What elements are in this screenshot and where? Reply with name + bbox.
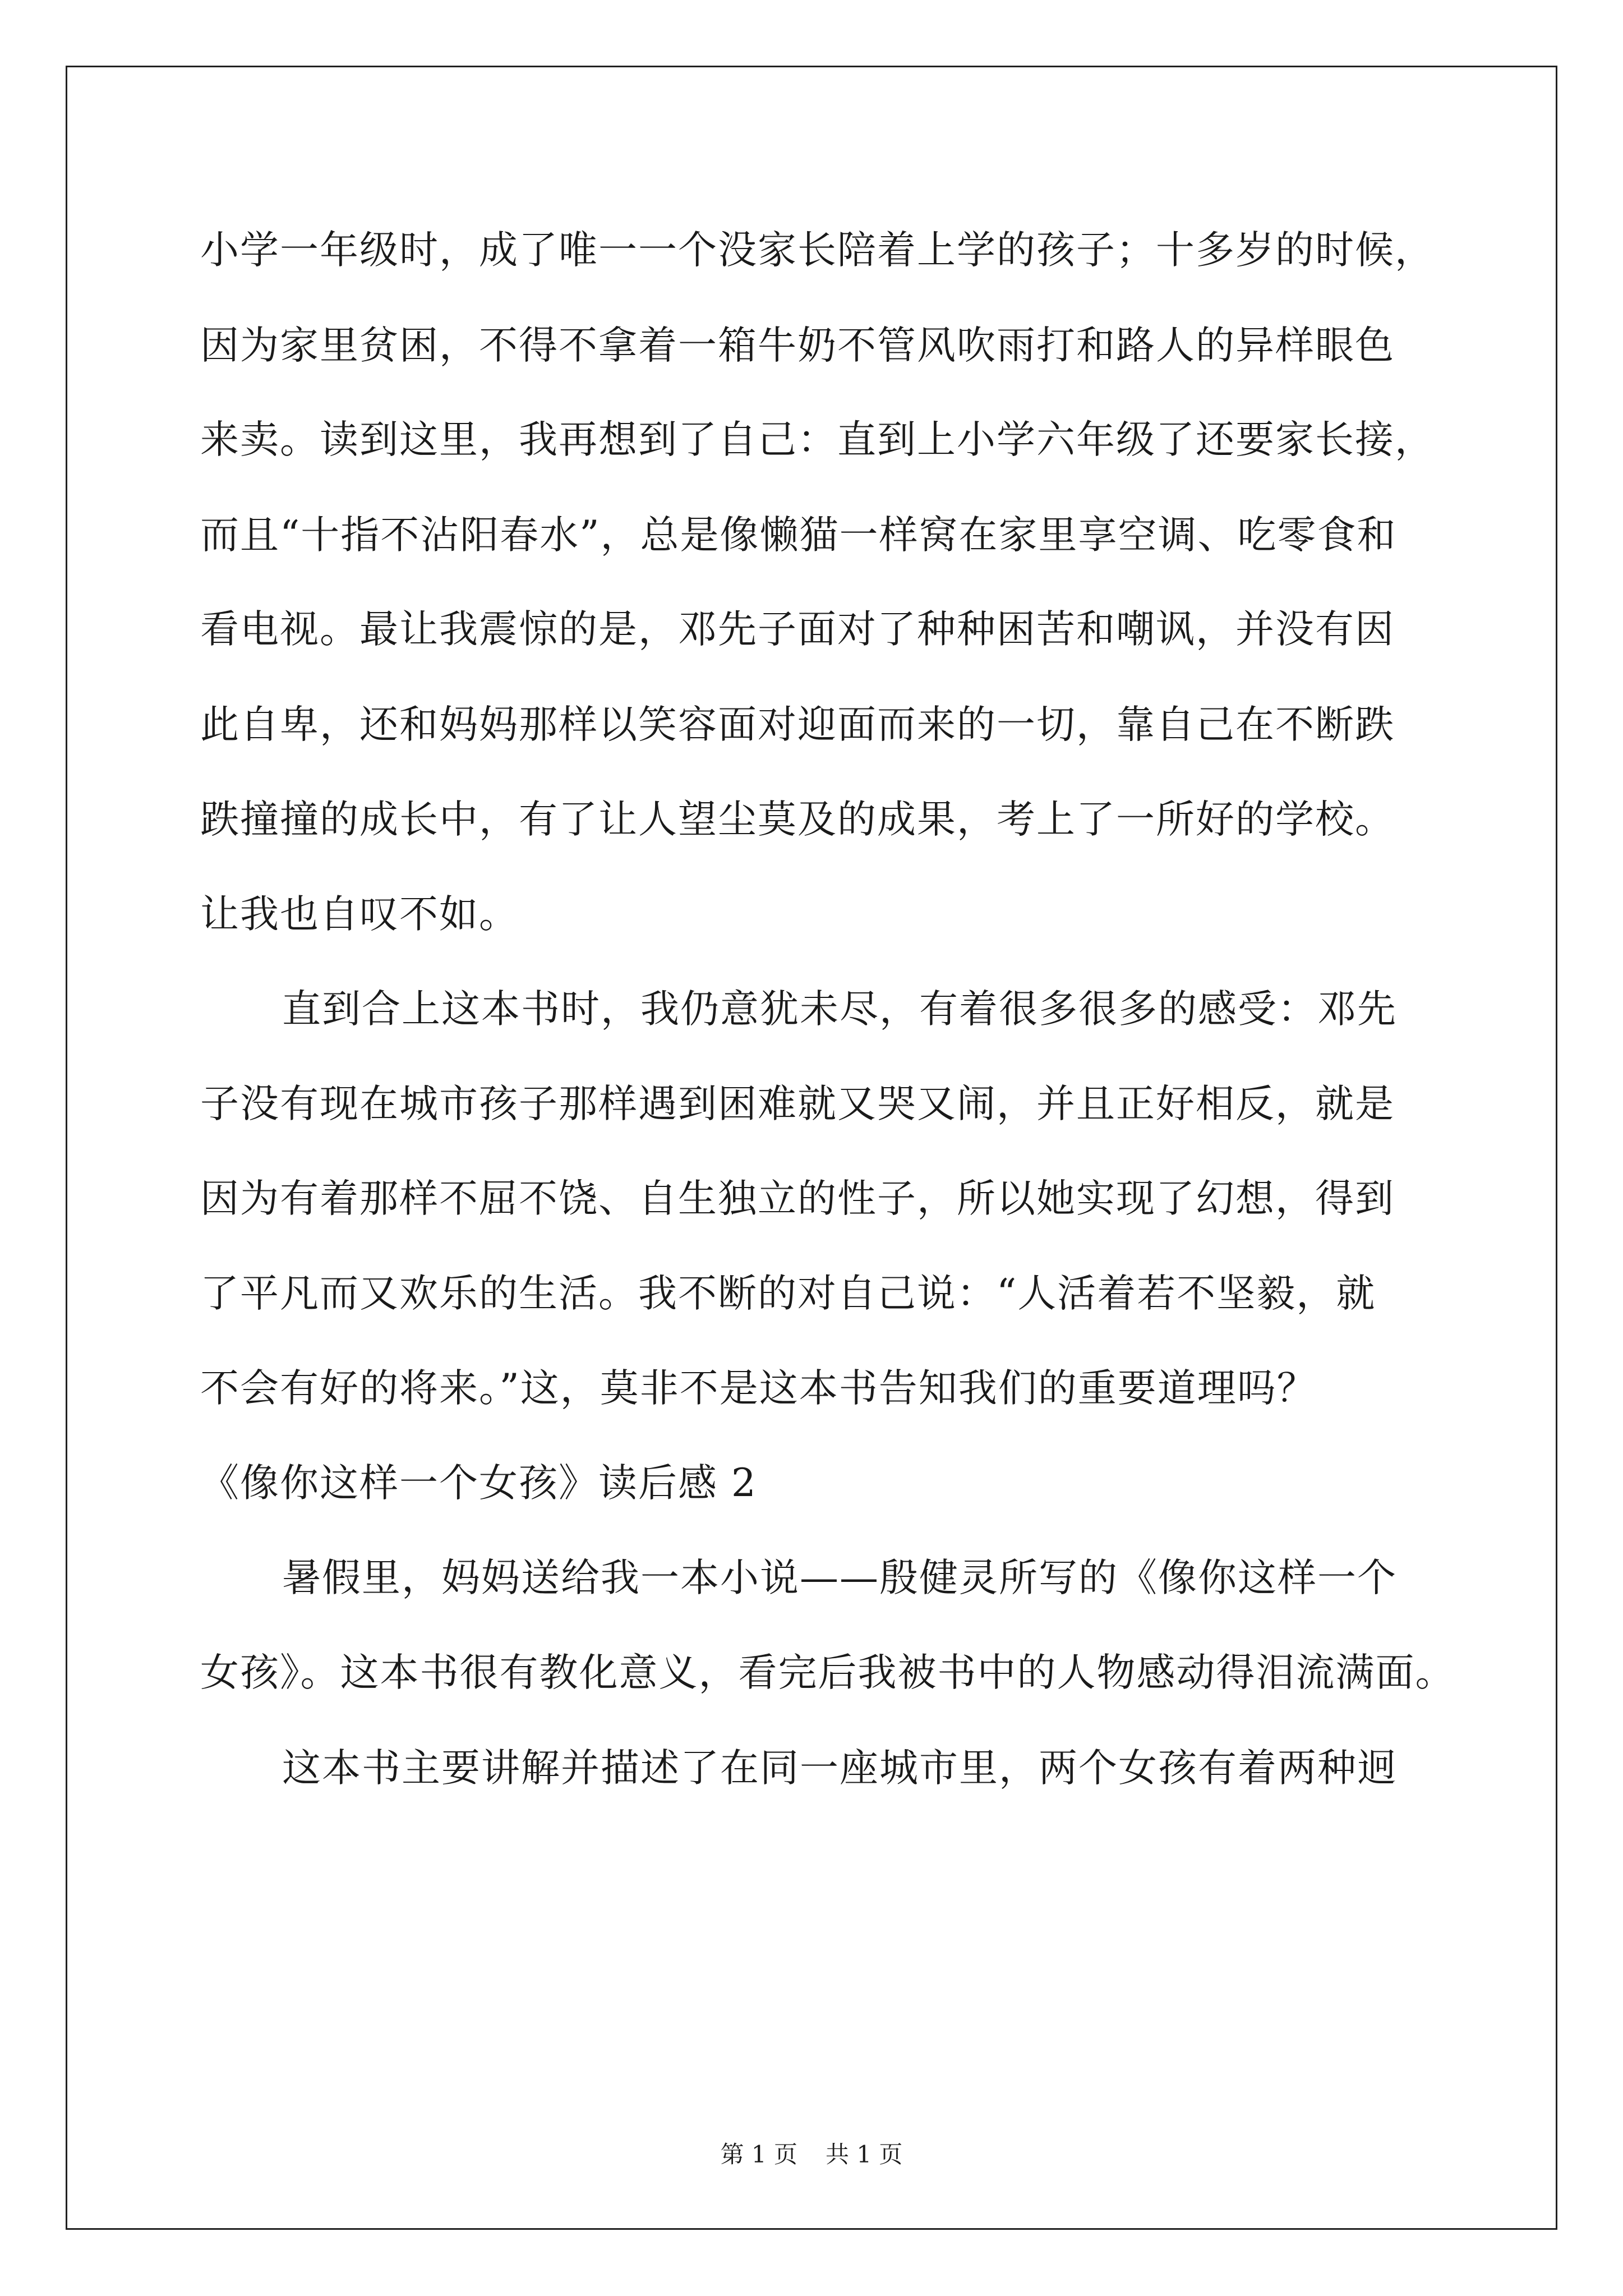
body-line: 女孩》。这本书很有教化意义，看完后我被书中的人物感动得泪流满面。 bbox=[200, 1650, 1455, 1695]
body-line: 让我也自叹不如。 bbox=[200, 892, 519, 937]
body-line: 因为家里贫困，不得不拿着一箱牛奶不管风吹雨打和路人的异样眼色 bbox=[200, 323, 1395, 368]
body-line: 了平凡而又欢乐的生活。我不断的对自己说：“人活着若不坚毅，就 bbox=[200, 1271, 1376, 1316]
body-line: 不会有好的将来。”这，莫非不是这本书告知我们的重要道理吗？ bbox=[200, 1366, 1317, 1411]
body-line: 跌撞撞的成长中，有了让人望尘莫及的成果，考上了一所好的学校。 bbox=[200, 797, 1395, 842]
page-total: 共 1 页 bbox=[826, 2141, 903, 2168]
body-line-indented: 暑假里，妈妈送给我一本小说——殷健灵所写的《像你这样一个 bbox=[282, 1556, 1397, 1600]
body-line: 而且“十指不沾阳春水”，总是像懒猫一样窝在家里享空调、吃零食和 bbox=[200, 513, 1397, 558]
body-line-indented: 直到合上这本书时，我仍意犹未尽，有着很多很多的感受：邓先 bbox=[282, 987, 1397, 1032]
body-line: 子没有现在城市孩子那样遇到困难就又哭又闹，并且正好相反，就是 bbox=[200, 1082, 1395, 1126]
body-line: 看电视。最让我震惊的是，邓先子面对了种种困苦和嘲讽，并没有因 bbox=[200, 607, 1395, 652]
body-line: 因为有着那样不屈不饶、自生独立的性子，所以她实现了幻想，得到 bbox=[200, 1176, 1395, 1221]
body-line: 小学一年级时，成了唯一一个没家长陪着上学的孩子；十多岁的时候， bbox=[200, 228, 1435, 273]
body-line: 此自卑，还和妈妈那样以笑容面对迎面而来的一切，靠自己在不断跌 bbox=[200, 702, 1395, 747]
body-line-indented: 这本书主要讲解并描述了在同一座城市里，两个女孩有着两种迥 bbox=[282, 1746, 1397, 1791]
page-footer bbox=[0, 2136, 1623, 2170]
body-line: 来卖。读到这里，我再想到了自己：直到上小学六年级了还要家长接， bbox=[200, 417, 1435, 462]
page-border bbox=[66, 66, 1557, 2230]
section-heading: 《像你这样一个女孩》读后感 2 bbox=[200, 1461, 757, 1506]
page-number: 第 1 页 bbox=[720, 2141, 797, 2168]
